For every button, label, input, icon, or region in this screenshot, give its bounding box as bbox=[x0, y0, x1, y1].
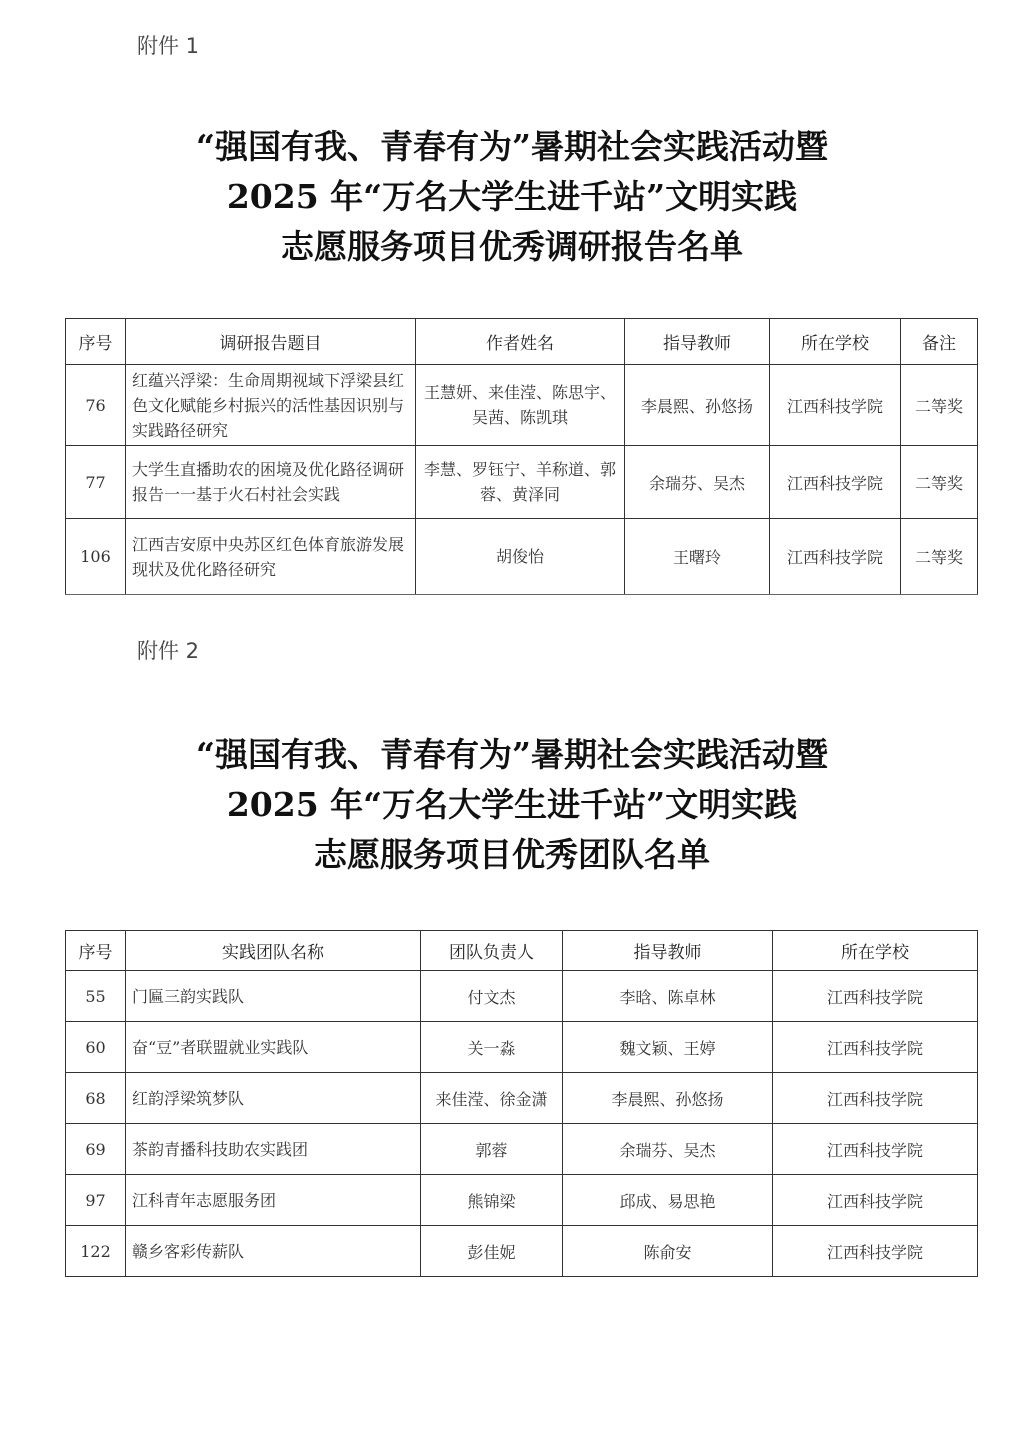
advisor: 魏文颖、王婷 bbox=[563, 1022, 773, 1073]
title-line: “强国有我、青春有为”暑期社会实践活动暨 bbox=[196, 127, 828, 166]
attachment-2-label: 附件 2 bbox=[137, 639, 200, 663]
table-row bbox=[66, 1124, 978, 1175]
title-line: “强国有我、青春有为”暑期社会实践活动暨 bbox=[196, 735, 828, 774]
team-leader: 来佳滢、徐金潇 bbox=[421, 1073, 563, 1124]
attachment-1-label: 附件 1 bbox=[137, 34, 200, 58]
table-row bbox=[66, 1226, 978, 1277]
row-number: 60 bbox=[66, 1022, 126, 1073]
table-row bbox=[66, 446, 978, 519]
row-number: 97 bbox=[66, 1175, 126, 1226]
row-number: 77 bbox=[66, 446, 126, 519]
team-name: 奋“豆”者联盟就业实践队 bbox=[126, 1022, 421, 1073]
advisor: 余瑞芬、吴杰 bbox=[563, 1124, 773, 1175]
table-header-row bbox=[66, 931, 978, 971]
row-number: 69 bbox=[66, 1124, 126, 1175]
table-row bbox=[66, 971, 978, 1022]
advisor: 王曙玲 bbox=[625, 519, 770, 595]
team-leader: 关一淼 bbox=[421, 1022, 563, 1073]
row-number: 55 bbox=[66, 971, 126, 1022]
school: 江西科技学院 bbox=[773, 1073, 978, 1124]
row-number: 122 bbox=[66, 1226, 126, 1277]
team-name: 赣乡客彩传薪队 bbox=[126, 1226, 421, 1277]
header-cell: 序号 bbox=[66, 319, 126, 365]
table-row bbox=[66, 519, 978, 595]
school: 江西科技学院 bbox=[770, 365, 901, 446]
remark: 二等奖 bbox=[901, 365, 978, 446]
team-list-title bbox=[60, 730, 964, 880]
header-cell: 作者姓名 bbox=[416, 319, 625, 365]
school: 江西科技学院 bbox=[773, 971, 978, 1022]
advisor: 李晨熙、孙悠扬 bbox=[563, 1073, 773, 1124]
team-name: 江科青年志愿服务团 bbox=[126, 1175, 421, 1226]
header-cell: 备注 bbox=[901, 319, 978, 365]
report-table bbox=[65, 318, 978, 595]
title-line: 志愿服务项目优秀调研报告名单 bbox=[281, 227, 743, 266]
team-leader: 彭佳妮 bbox=[421, 1226, 563, 1277]
table-row bbox=[66, 365, 978, 446]
header-cell: 所在学校 bbox=[773, 931, 978, 971]
school: 江西科技学院 bbox=[773, 1022, 978, 1073]
table-row bbox=[66, 1022, 978, 1073]
team-leader: 郭蓉 bbox=[421, 1124, 563, 1175]
report-title: 大学生直播助农的困境及优化路径调研报告一一基于火石村社会实践 bbox=[126, 446, 416, 519]
advisor: 余瑞芬、吴杰 bbox=[625, 446, 770, 519]
header-cell: 所在学校 bbox=[770, 319, 901, 365]
header-cell: 序号 bbox=[66, 931, 126, 971]
report-list-title bbox=[60, 122, 964, 272]
team-name: 茶韵青播科技助农实践团 bbox=[126, 1124, 421, 1175]
table-row bbox=[66, 1175, 978, 1226]
school: 江西科技学院 bbox=[770, 446, 901, 519]
team-name: 门匾三韵实践队 bbox=[126, 971, 421, 1022]
title-line: 2025 年“万名大学生进千站”文明实践 bbox=[226, 177, 798, 216]
school: 江西科技学院 bbox=[770, 519, 901, 595]
title-line: 2025 年“万名大学生进千站”文明实践 bbox=[226, 785, 798, 824]
remark: 二等奖 bbox=[901, 446, 978, 519]
table-header-row bbox=[66, 319, 978, 365]
row-number: 76 bbox=[66, 365, 126, 446]
header-cell: 指导教师 bbox=[625, 319, 770, 365]
authors: 王慧妍、来佳滢、陈思宇、吴茜、陈凯琪 bbox=[416, 365, 625, 446]
advisor: 邱成、易思艳 bbox=[563, 1175, 773, 1226]
title-line: 志愿服务项目优秀团队名单 bbox=[314, 835, 710, 874]
report-title: 江西吉安原中央苏区红色体育旅游发展现状及优化路径研究 bbox=[126, 519, 416, 595]
row-number: 106 bbox=[66, 519, 126, 595]
team-name: 红韵浮梁筑梦队 bbox=[126, 1073, 421, 1124]
advisor: 李晗、陈卓林 bbox=[563, 971, 773, 1022]
advisor: 李晨熙、孙悠扬 bbox=[625, 365, 770, 446]
header-cell: 指导教师 bbox=[563, 931, 773, 971]
team-table bbox=[65, 930, 978, 1277]
remark: 二等奖 bbox=[901, 519, 978, 595]
authors: 胡俊怡 bbox=[416, 519, 625, 595]
school: 江西科技学院 bbox=[773, 1124, 978, 1175]
school: 江西科技学院 bbox=[773, 1226, 978, 1277]
team-leader: 付文杰 bbox=[421, 971, 563, 1022]
table-row bbox=[66, 1073, 978, 1124]
report-title: 红蕴兴浮梁：生命周期视域下浮梁县红色文化赋能乡村振兴的活性基因识别与实践路径研究 bbox=[126, 365, 416, 446]
row-number: 68 bbox=[66, 1073, 126, 1124]
school: 江西科技学院 bbox=[773, 1175, 978, 1226]
header-cell: 团队负责人 bbox=[421, 931, 563, 971]
header-cell: 实践团队名称 bbox=[126, 931, 421, 971]
team-leader: 熊锦梁 bbox=[421, 1175, 563, 1226]
advisor: 陈俞安 bbox=[563, 1226, 773, 1277]
header-cell: 调研报告题目 bbox=[126, 319, 416, 365]
authors: 李慧、罗钰宁、羊称道、郭蓉、黄泽同 bbox=[416, 446, 625, 519]
